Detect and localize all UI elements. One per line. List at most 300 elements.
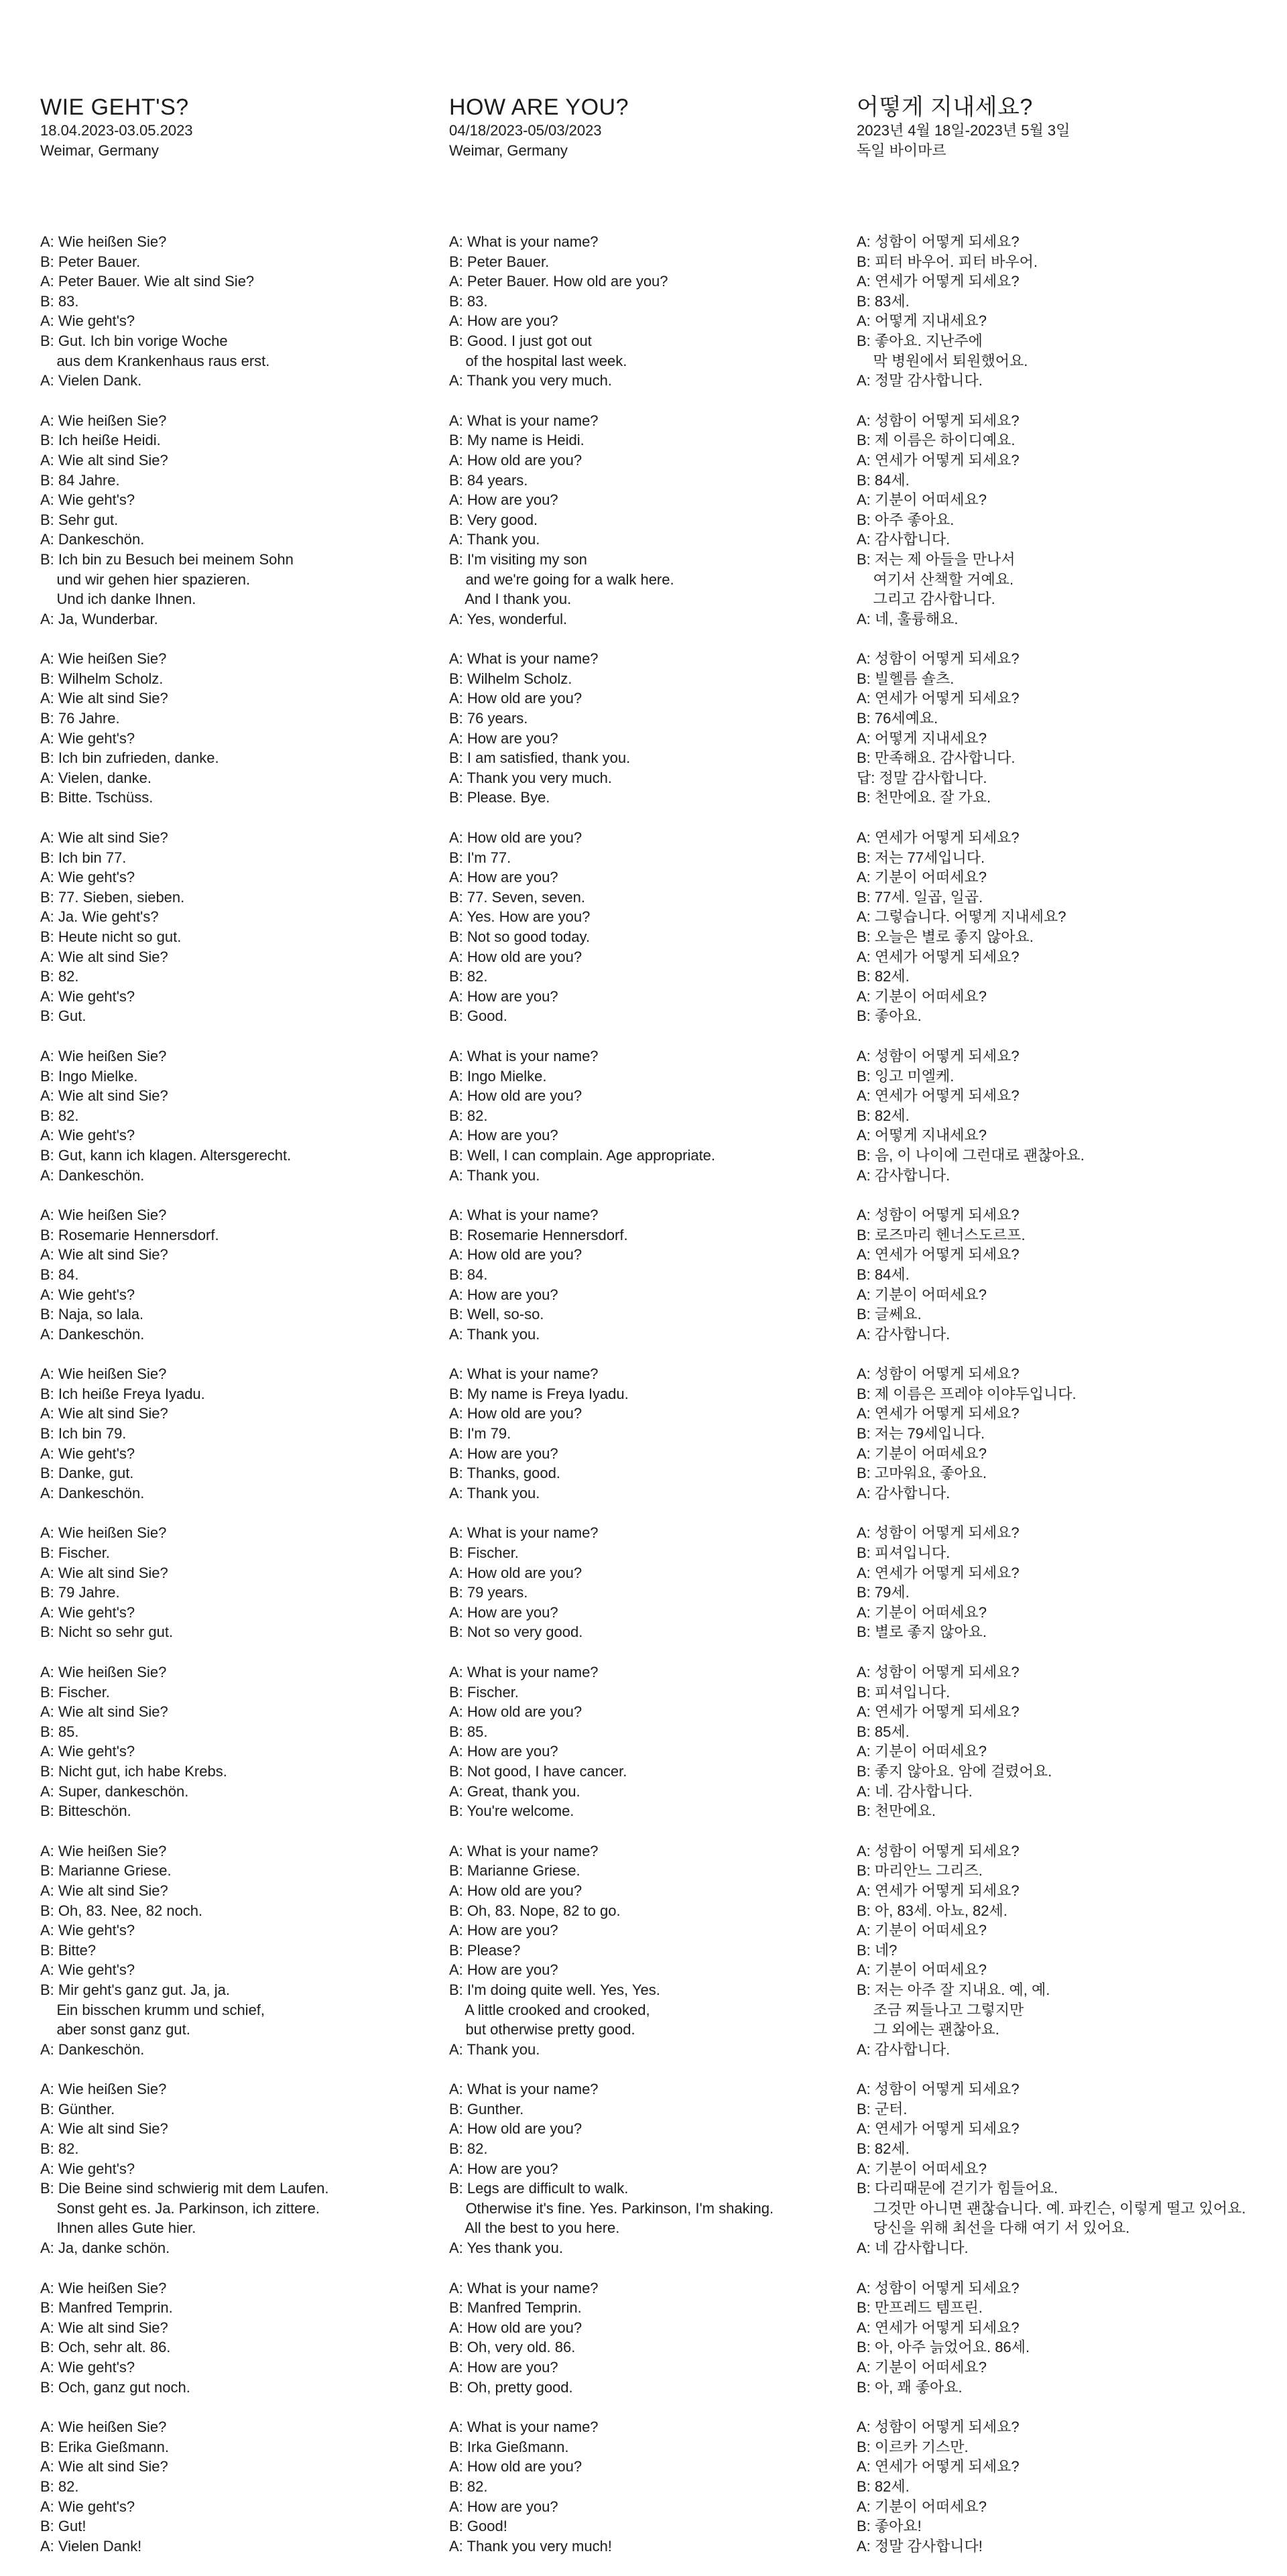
dialog-line: A: How are you? — [449, 1445, 558, 1462]
dialog-line: A: How old are you? — [449, 1703, 583, 1721]
korean-column — [857, 94, 1252, 2576]
dialog-line: A: How old are you? — [449, 690, 583, 707]
dialog-line: A: Wie alt sind Sie? — [40, 2458, 168, 2475]
dialog-line: B: 글쎄요. — [857, 1306, 922, 1323]
dialog-line: B: 제 이름은 하이디예요. — [857, 432, 1016, 449]
dialog-block — [857, 649, 1252, 808]
dialog-line: A: Wie alt sind Sie? — [40, 451, 168, 469]
dialog-line: A: What is your name? — [449, 1524, 599, 1542]
dialog-line: A: Wie alt sind Sie? — [40, 2120, 168, 2138]
dialog-block — [857, 1841, 1252, 2060]
dialog-line: A: 네. 감사합니다. — [857, 1782, 973, 1800]
dialog-line: A: 연세가 어떻게 되세요? — [857, 451, 1020, 469]
dialog-block — [857, 1046, 1252, 1185]
dialog-block — [449, 828, 845, 1026]
dialog-line: B: 84 years. — [449, 471, 528, 489]
dialog-line: B: 76세예요. — [857, 710, 938, 727]
dialog-line: B: Gut. — [40, 1007, 86, 1025]
dialog-line: A: How old are you? — [449, 1564, 583, 1581]
dialog-line: 여기서 산책할 거예요. — [857, 570, 1014, 588]
dialog-line: A: What is your name? — [449, 1365, 599, 1383]
dialog-line: B: 음, 이 나이에 그런대로 괜찮아요. — [857, 1146, 1085, 1164]
dialog-list — [857, 232, 1252, 2556]
dialog-line: A: Super, dankeschön. — [40, 1782, 189, 1800]
dialog-line: B: 군터. — [857, 2100, 908, 2118]
location: Weimar, Germany — [40, 142, 159, 159]
dialog-line: A: Thank you very much. — [449, 372, 612, 389]
dialog-line: but otherwise pretty good. — [449, 2021, 635, 2038]
dialog-block — [40, 2417, 436, 2556]
dialog-line: B: 85세. — [857, 1723, 910, 1740]
dialog-line: B: Ingo Mielke. — [449, 1067, 547, 1085]
dialog-line: A: Wie heißen Sie? — [40, 1365, 167, 1383]
dialog-line: B: 네? — [857, 1941, 898, 1959]
dialog-line: A: Wie geht's? — [40, 1286, 135, 1303]
dialog-line: A: How old are you? — [449, 2120, 583, 2138]
dialog-line: B: 아, 아주 늙었어요. 86세. — [857, 2339, 1030, 2356]
dialog-line: A: How are you? — [449, 1286, 558, 1303]
dialog-line: A: How are you? — [449, 2160, 558, 2177]
dialog-line: A: 감사합니다. — [857, 1484, 951, 1501]
dialog-line: A: Thank you. — [449, 1484, 540, 1501]
dialog-line: B: 82. — [40, 1107, 79, 1124]
location: 독일 바이마르 — [857, 142, 946, 159]
dialog-line: A: 기분이 어떠세요? — [857, 1445, 987, 1462]
dialog-line: A: Wie alt sind Sie? — [40, 829, 168, 847]
dialog-block — [40, 1364, 436, 1503]
dialog-line: A: Wie geht's? — [40, 2359, 135, 2376]
dialog-line: B: 82. — [449, 1107, 488, 1124]
dialog-line: A: Wie heißen Sie? — [40, 1664, 167, 1680]
dialog-line: B: 별로 좋지 않아요. — [857, 1623, 987, 1641]
dialog-line: A: 정말 감사합니다! — [857, 2537, 983, 2555]
dialog-line: B: 고마워요, 좋아요. — [857, 1465, 987, 1482]
dialog-line: B: Gut! — [40, 2518, 86, 2535]
dialog-line: B: 84. — [449, 1266, 488, 1283]
dialog-line: B: I'm doing quite well. Yes, Yes. — [449, 1981, 660, 1998]
dialog-line: A: 기분이 어떠세요? — [857, 1286, 987, 1303]
dialog-block — [857, 1662, 1252, 1821]
dialog-block — [40, 411, 436, 629]
dialog-line: B: Die Beine sind schwierig mit dem Laufen. — [40, 2180, 329, 2197]
dialog-line: Und ich danke Ihnen. — [40, 591, 196, 608]
dialog-line: A: How old are you? — [449, 451, 583, 469]
dialog-line: B: 82. — [40, 2477, 79, 2495]
dialog-line: B: 83. — [449, 292, 488, 310]
dialog-line: 그것만 아니면 괜찮습니다. 예. 파킨슨, 이렇게 떨고 있어요. — [857, 2199, 1246, 2217]
dialog-line: A: Thank you. — [449, 2040, 540, 2058]
dialog-line: B: 84세. — [857, 1266, 910, 1283]
dialog-line: 막 병원에서 퇴원했어요. — [857, 352, 1028, 369]
dialog-line: A: 성함이 어떻게 되세요? — [857, 1365, 1020, 1383]
dialog-line: A: How old are you? — [449, 1882, 583, 1899]
dialog-line: Ein bisschen krumm und schief, — [40, 2001, 265, 2018]
dialog-block — [40, 1205, 436, 1344]
dialog-block — [40, 1046, 436, 1185]
dialog-line: A: Wie geht's? — [40, 1743, 135, 1760]
dialog-line: A: 성함이 어떻게 되세요? — [857, 1664, 1020, 1680]
dialog-block — [449, 1364, 845, 1503]
dialog-line: A: 기분이 어떠세요? — [857, 2359, 987, 2376]
dialog-line: A: Thank you. — [449, 531, 540, 548]
dialog-block — [449, 649, 845, 808]
date-range: 2023년 4월 18일-2023년 5월 3일 — [857, 122, 1070, 139]
dialog-line: B: Ich bin zufrieden, danke. — [40, 749, 219, 767]
dialog-line: B: Ich heiße Heidi. — [40, 432, 161, 449]
dialog-line: A: 그렇습니다. 어떻게 지내세요? — [857, 908, 1066, 926]
dialog-line: A: 성함이 어떻게 되세요? — [857, 1524, 1020, 1542]
dialog-line: B: Fischer. — [40, 1544, 110, 1562]
dialog-list — [449, 232, 845, 2556]
dialog-line: B: 76 Jahre. — [40, 710, 120, 727]
dialog-line: A: Ja, Wunderbar. — [40, 610, 158, 627]
dialog-block — [857, 2079, 1252, 2258]
dialog-line: A: 연세가 어떻게 되세요? — [857, 1564, 1020, 1581]
dialog-line: A: How old are you? — [449, 1405, 583, 1422]
dialog-line: A: 연세가 어떻게 되세요? — [857, 273, 1020, 290]
dialog-line: B: 77. Sieben, sieben. — [40, 888, 185, 906]
dialog-line: A: How are you? — [449, 1961, 558, 1979]
dialog-line: A: Vielen Dank! — [40, 2537, 142, 2555]
dialog-line: B: Irka Gießmann. — [449, 2438, 569, 2455]
dialog-line: A: Wie geht's? — [40, 1445, 135, 1462]
dialog-line: A: 성함이 어떻게 되세요? — [857, 2081, 1020, 2098]
dialog-line: A: Wie alt sind Sie? — [40, 2319, 168, 2336]
dialog-line: A: How old are you? — [449, 1087, 583, 1105]
dialog-line: B: 피셔입니다. — [857, 1683, 951, 1701]
dialog-line: and we're going for a walk here. — [449, 570, 674, 588]
dialog-line: B: Not so very good. — [449, 1623, 583, 1641]
dialog-line: A: How are you? — [449, 1603, 558, 1621]
dialog-line: B: Very good. — [449, 511, 538, 528]
dialog-line: A: 연세가 어떻게 되세요? — [857, 829, 1020, 847]
dialog-line: A: Wie alt sind Sie? — [40, 1882, 168, 1899]
dialog-line: A: Ja, danke schön. — [40, 2240, 170, 2257]
dialog-line: B: Sehr gut. — [40, 511, 119, 528]
dialog-block — [40, 2079, 436, 2258]
dialog-line: B: 84. — [40, 1266, 79, 1283]
dialog-line: und wir gehen hier spazieren. — [40, 570, 251, 588]
dialog-line: B: 좋아요. 지난주에 — [857, 332, 983, 349]
dialog-line: A: Wie heißen Sie? — [40, 2081, 167, 2098]
dialog-line: B: I'm 77. — [449, 849, 511, 866]
dialog-line: B: 82. — [449, 2140, 488, 2158]
dialog-line: A: 연세가 어떻게 되세요? — [857, 2458, 1020, 2475]
dialog-line: B: Danke, gut. — [40, 1465, 134, 1482]
dialog-line: B: 이르카 기스만. — [857, 2438, 969, 2455]
dialog-line: B: Wilhelm Scholz. — [40, 670, 164, 687]
dialog-line: A: 연세가 어떻게 되세요? — [857, 1405, 1020, 1422]
dialog-block — [449, 1046, 845, 1185]
date-range: 18.04.2023-03.05.2023 — [40, 122, 193, 139]
dialog-line: B: Ich bin 77. — [40, 849, 127, 866]
dialog-block — [449, 1841, 845, 2060]
dialog-block — [449, 2079, 845, 2258]
dialog-line: A: Wie geht's? — [40, 491, 135, 509]
dialog-line: B: Please? — [449, 1941, 521, 1959]
dialog-line: A: Wie heißen Sie? — [40, 650, 167, 668]
column-title: WIE GEHT'S? — [40, 95, 189, 120]
dialog-line: A little crooked and crooked, — [449, 2001, 650, 2018]
dialog-block — [857, 232, 1252, 391]
dialog-block — [40, 828, 436, 1026]
dialog-block — [449, 411, 845, 629]
dialog-line: A: Thank you. — [449, 1325, 540, 1343]
dialog-line: A: 연세가 어떻게 되세요? — [857, 1087, 1020, 1105]
dialog-block — [857, 2417, 1252, 2556]
dialog-line: A: 성함이 어떻게 되세요? — [857, 650, 1020, 668]
dialog-line: B: Good! — [449, 2518, 507, 2535]
dialog-line: A: 연세가 어떻게 되세요? — [857, 690, 1020, 707]
dialog-block — [40, 1662, 436, 1821]
dialog-line: A: Wie geht's? — [40, 312, 135, 330]
dialog-line: B: Marianne Griese. — [40, 1862, 172, 1880]
dialog-line: A: How old are you? — [449, 2319, 583, 2336]
dialog-line: A: Yes, wonderful. — [449, 610, 568, 627]
dialog-line: Otherwise it's fine. Yes. Parkinson, I'm shaking. — [449, 2199, 774, 2217]
dialog-line: B: Bitte? — [40, 1941, 97, 1959]
column-title: HOW ARE YOU? — [449, 95, 629, 120]
dialog-line: A: 정말 감사합니다. — [857, 372, 983, 389]
dialog-line: 답: 정말 감사합니다. — [857, 769, 987, 786]
dialog-line: A: Wie alt sind Sie? — [40, 1246, 168, 1264]
dialog-line: B: 마리안느 그리즈. — [857, 1862, 983, 1880]
english-column — [449, 94, 845, 2576]
dialog-line: A: What is your name? — [449, 1842, 599, 1859]
dialog-line: A: Wie geht's? — [40, 987, 135, 1005]
dialog-line: B: 83. — [40, 292, 79, 310]
dialog-line: A: Ja. Wie geht's? — [40, 908, 159, 926]
dialog-line: A: What is your name? — [449, 1664, 599, 1680]
dialog-line: A: 어떻게 지내세요? — [857, 312, 987, 330]
dialog-line: B: Not so good today. — [449, 928, 590, 945]
dialog-line: 조금 찌들나고 그렇지만 — [857, 2001, 1024, 2018]
dialog-line: B: 만족해요. 감사합니다. — [857, 749, 1016, 767]
dialog-line: A: Dankeschön. — [40, 1484, 145, 1501]
dialog-line: B: Good. — [449, 1007, 507, 1025]
dialog-line: B: 빌헬름 숄츠. — [857, 670, 955, 687]
dialog-line: A: 기분이 어떠세요? — [857, 1743, 987, 1760]
dialog-line: B: My name is Freya Iyadu. — [449, 1385, 629, 1402]
dialog-line: A: Yes. How are you? — [449, 908, 591, 926]
dialog-line: B: Oh, 83. Nee, 82 noch. — [40, 1902, 203, 1919]
dialog-line: A: Dankeschön. — [40, 1166, 145, 1184]
dialog-line: A: Wie alt sind Sie? — [40, 690, 168, 707]
dialog-line: A: 성함이 어떻게 되세요? — [857, 2418, 1020, 2436]
dialog-line: A: Wie alt sind Sie? — [40, 1405, 168, 1422]
dialog-line: A: Wie heißen Sie? — [40, 1842, 167, 1859]
dialog-line: B: Well, I can complain. Age appropriate. — [449, 1146, 716, 1164]
dialog-line: B: 82. — [40, 2140, 79, 2158]
dialog-line: 그 외에는 괜찮아요. — [857, 2021, 999, 2038]
dialog-line: A: 성함이 어떻게 되세요? — [857, 233, 1020, 250]
dialog-line: A: 성함이 어떻게 되세요? — [857, 1207, 1020, 1224]
dialog-line: B: Manfred Temprin. — [40, 2299, 173, 2317]
dialog-line: A: 기분이 어떠세요? — [857, 1961, 987, 1979]
dialog-line: B: Marianne Griese. — [449, 1862, 580, 1880]
dialog-line: B: 좋아요! — [857, 2518, 922, 2535]
dialog-line: B: Ich heiße Freya Iyadu. — [40, 1385, 205, 1402]
dialog-line: B: Ingo Mielke. — [40, 1067, 138, 1085]
dialog-line: B: Fischer. — [449, 1544, 519, 1562]
dialog-block — [857, 1364, 1252, 1503]
dialog-line: A: Wie geht's? — [40, 1127, 135, 1144]
dialog-line: A: Wie geht's? — [40, 2160, 135, 2177]
dialog-line: B: Erika Gießmann. — [40, 2438, 169, 2455]
dialog-line: B: My name is Heidi. — [449, 432, 585, 449]
dialog-line: A: Peter Bauer. How old are you? — [449, 273, 668, 290]
dialog-line: B: 로즈마리 헨너스도르프. — [857, 1226, 1026, 1243]
dialog-block — [857, 1205, 1252, 1344]
dialog-list — [40, 232, 436, 2556]
dialog-block — [40, 1841, 436, 2060]
dialog-line: B: 82. — [449, 968, 488, 985]
dialog-line: B: 오늘은 별로 좋지 않아요. — [857, 928, 1034, 945]
dialog-line: B: Rosemarie Hennersdorf. — [40, 1226, 219, 1243]
dialog-line: B: 피셔입니다. — [857, 1544, 951, 1562]
dialog-line: B: Gut. Ich bin vorige Woche — [40, 332, 228, 349]
dialog-line: A: 어떻게 지내세요? — [857, 729, 987, 747]
dialog-line: A: What is your name? — [449, 412, 599, 429]
dialog-line: B: Gut, kann ich klagen. Altersgerecht. — [40, 1146, 292, 1164]
dialog-line: A: How old are you? — [449, 829, 583, 847]
dialog-line: A: 기분이 어떠세요? — [857, 869, 987, 886]
dialog-line: A: What is your name? — [449, 650, 599, 668]
dialog-line: A: How are you? — [449, 2498, 558, 2515]
dialog-line: A: How old are you? — [449, 2458, 583, 2475]
dialog-line: A: 연세가 어떻게 되세요? — [857, 1246, 1020, 1264]
dialog-line: A: Thank you. — [449, 1166, 540, 1184]
dialog-block — [449, 2278, 845, 2398]
dialog-line: B: Oh, very old. 86. — [449, 2339, 576, 2356]
dialog-line: A: Wie geht's? — [40, 1922, 135, 1939]
dialog-line: B: Rosemarie Hennersdorf. — [449, 1226, 628, 1243]
dialog-line: B: 만프레드 템프린. — [857, 2299, 983, 2317]
column-title: 어떻게 지내세요? — [857, 95, 1033, 120]
dialog-line: aber sonst ganz gut. — [40, 2021, 190, 2038]
dialog-line: B: 저는 77세입니다. — [857, 849, 985, 866]
dialog-line: A: How old are you? — [449, 1246, 583, 1264]
dialog-line: A: Wie alt sind Sie? — [40, 1703, 168, 1721]
dialog-line: B: Och, ganz gut noch. — [40, 2378, 190, 2396]
dialog-line: A: 네 감사합니다. — [857, 2240, 969, 2257]
dialog-line: A: Vielen, danke. — [40, 769, 151, 786]
dialog-line: A: What is your name? — [449, 1207, 599, 1224]
dialog-block — [449, 1662, 845, 1821]
dialog-line: B: I am satisfied, thank you. — [449, 749, 631, 767]
dialog-line: A: Wie geht's? — [40, 869, 135, 886]
dialog-line: B: 85. — [40, 1723, 79, 1740]
dialog-line: B: Peter Bauer. — [449, 253, 550, 270]
dialog-block — [40, 2278, 436, 2398]
dialog-line: B: Bitteschön. — [40, 1802, 131, 1820]
dialog-line: A: Great, thank you. — [449, 1782, 580, 1800]
dialog-line: Sonst geht es. Ja. Parkinson, ich zittere. — [40, 2199, 320, 2217]
dialog-line: A: Wie alt sind Sie? — [40, 1087, 168, 1105]
dialog-line: A: 기분이 어떠세요? — [857, 1603, 987, 1621]
dialog-line: B: 피터 바우어. 피터 바우어. — [857, 253, 1038, 270]
dialog-line: of the hospital last week. — [449, 352, 627, 369]
dialog-line: A: Wie heißen Sie? — [40, 2279, 167, 2296]
dialog-line: B: 아, 꽤 좋아요. — [857, 2378, 963, 2396]
dialog-line: A: 연세가 어떻게 되세요? — [857, 1703, 1020, 1721]
dialog-line: B: Not good, I have cancer. — [449, 1762, 627, 1780]
dialog-line: A: How are you? — [449, 729, 558, 747]
dialog-line: A: Dankeschön. — [40, 1325, 145, 1343]
dialog-line: A: Wie alt sind Sie? — [40, 948, 168, 965]
dialog-line: B: Manfred Temprin. — [449, 2299, 582, 2317]
date-range: 04/18/2023-05/03/2023 — [449, 122, 602, 139]
dialog-line: B: 82. — [40, 968, 79, 985]
dialog-line: B: Good. I just got out — [449, 332, 592, 349]
dialog-block — [40, 232, 436, 391]
dialog-line: A: 성함이 어떻게 되세요? — [857, 1047, 1020, 1064]
dialog-line: B: Fischer. — [449, 1683, 519, 1701]
dialog-line: B: 79세. — [857, 1584, 910, 1601]
dialog-line: B: Peter Bauer. — [40, 253, 141, 270]
dialog-line: A: Wie heißen Sie? — [40, 1207, 167, 1224]
dialog-line: B: Mir geht's ganz gut. Ja, ja. — [40, 1981, 231, 1998]
dialog-line: A: How are you? — [449, 1922, 558, 1939]
dialog-line: A: 기분이 어떠세요? — [857, 987, 987, 1005]
dialog-line: B: 제 이름은 프레야 이야두입니다. — [857, 1385, 1077, 1402]
dialog-line: A: Dankeschön. — [40, 2040, 145, 2058]
dialog-line: A: How are you? — [449, 1743, 558, 1760]
dialog-line: B: 천만에요. 잘 가요. — [857, 789, 991, 806]
dialog-line: A: 감사합니다. — [857, 531, 951, 548]
dialog-block — [857, 2278, 1252, 2398]
dialog-line: A: Wie geht's? — [40, 729, 135, 747]
dialog-block — [857, 1523, 1252, 1642]
dialog-line: B: You're welcome. — [449, 1802, 574, 1820]
dialog-line: B: 79 years. — [449, 1584, 528, 1601]
dialog-line: 그리고 감사합니다. — [857, 591, 995, 608]
dialog-line: B: Ich bin 79. — [40, 1425, 127, 1443]
dialog-line: A: How are you? — [449, 987, 558, 1005]
dialog-line: B: 85. — [449, 1723, 488, 1740]
dialog-line: A: Wie geht's? — [40, 2498, 135, 2515]
dialog-line: And I thank you. — [449, 591, 572, 608]
dialog-line: aus dem Krankenhaus raus erst. — [40, 352, 270, 369]
dialog-line: All the best to you here. — [449, 2219, 620, 2237]
dialog-line: A: What is your name? — [449, 233, 599, 250]
dialog-line: A: 연세가 어떻게 되세요? — [857, 2319, 1020, 2336]
dialog-line: B: 77세. 일곱, 일곱. — [857, 888, 983, 906]
dialog-block — [449, 232, 845, 391]
dialog-line: A: Thank you very much. — [449, 769, 612, 786]
dialog-line: A: 연세가 어떻게 되세요? — [857, 2120, 1020, 2138]
dialog-line: B: Well, so-so. — [449, 1306, 544, 1323]
dialog-line: B: 좋아요. — [857, 1007, 922, 1025]
dialog-line: B: Please. Bye. — [449, 789, 550, 806]
dialog-line: B: I'm visiting my son — [449, 550, 587, 568]
dialog-line: B: 82세. — [857, 2140, 910, 2158]
dialog-block — [449, 1205, 845, 1344]
dialog-line: A: What is your name? — [449, 2418, 599, 2436]
dialog-line: A: Wie alt sind Sie? — [40, 1564, 168, 1581]
dialog-line: A: 성함이 어떻게 되세요? — [857, 1842, 1020, 1859]
dialog-line: A: 기분이 어떠세요? — [857, 491, 987, 509]
dialog-line: B: 77. Seven, seven. — [449, 888, 586, 906]
dialog-line: B: Nicht so sehr gut. — [40, 1623, 174, 1641]
dialog-line: A: Vielen Dank. — [40, 372, 142, 389]
dialog-line: B: 저는 제 아들을 만나서 — [857, 550, 1016, 568]
dialog-line: A: How old are you? — [449, 948, 583, 965]
dialog-line: A: 성함이 어떻게 되세요? — [857, 2279, 1020, 2296]
dialog-line: Ihnen alles Gute hier. — [40, 2219, 196, 2237]
dialog-line: B: I'm 79. — [449, 1425, 511, 1443]
dialog-line: B: Naja, so lala. — [40, 1306, 144, 1323]
